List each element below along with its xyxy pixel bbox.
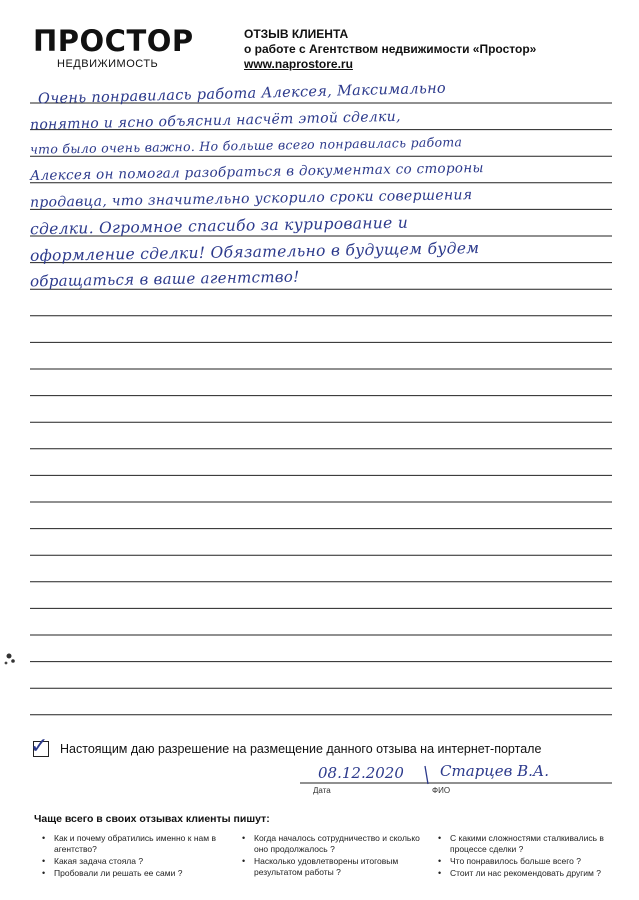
review-line: сделки. Огромное спасибо за курирование и	[29, 213, 409, 239]
check-mark-icon: ✓	[30, 733, 49, 758]
logo-wordmark: ПРОСТОР	[33, 24, 194, 58]
faq-item: • Пробовали ли решать ее сами ?	[42, 868, 183, 878]
logo-subtitle: НЕДВИЖИМОСТЬ	[57, 58, 159, 70]
consent-text: Настоящим даю разрешение на размещение данного отзыва на интернет-портале	[60, 742, 542, 756]
fio-value: Старцев В.А.	[440, 762, 550, 780]
fio-label: ФИО	[432, 786, 451, 795]
review-line: продавца, что значительно ускорило сроки совершения	[29, 187, 473, 211]
form-subtitle: о работе с Агентством недвижимости «Простор»	[244, 42, 537, 56]
faq-item: • С какими сложностями сталкивались в процессе сделки ?	[438, 833, 604, 854]
faq-title: Чаще всего в своих отзывах клиенты пишут:	[34, 813, 270, 825]
date-value: 08.12.2020	[318, 764, 404, 782]
review-line: Очень понравилась работа Алексея, Максимально	[37, 80, 447, 108]
faq-item: • Насколько удовлетворены итоговым результатом работы ?	[242, 856, 399, 877]
date-fio-separator	[425, 766, 428, 784]
faq-column-3	[436, 833, 616, 880]
date-label: Дата	[313, 786, 331, 795]
review-line: обращаться в ваше агентство!	[29, 267, 300, 291]
review-line: что было очень важно. Но больше всего понравилась работа	[29, 134, 463, 157]
agency-logo	[33, 24, 203, 74]
ink-smudge	[0, 648, 20, 672]
faq-item: • Стоит ли нас рекомендовать другим ?	[438, 868, 601, 878]
faq-item: • Что понравилось больше всего ?	[438, 856, 581, 866]
faq-column-2	[240, 833, 425, 879]
form-title: ОТЗЫВ КЛИЕНТА	[244, 27, 349, 41]
faq-item: • Как и почему обратились именно к нам в агентство?	[42, 833, 216, 854]
faq-item: • Какая задача стояла ?	[42, 856, 144, 866]
faq-column-1	[40, 833, 235, 880]
review-line: Алексея он помогал разобраться в документах со стороны	[29, 160, 484, 184]
review-line: оформление сделки! Обязательно в будущем будем	[29, 239, 480, 265]
handwritten-review	[30, 80, 610, 290]
website-link[interactable]: www.naprostore.ru	[244, 57, 353, 71]
faq-item: • Когда началось сотрудничество и сколько оно продолжалось ?	[242, 833, 420, 854]
form-header	[244, 27, 536, 72]
review-line: понятно и ясно объяснил насчёт этой сделки,	[29, 108, 401, 134]
